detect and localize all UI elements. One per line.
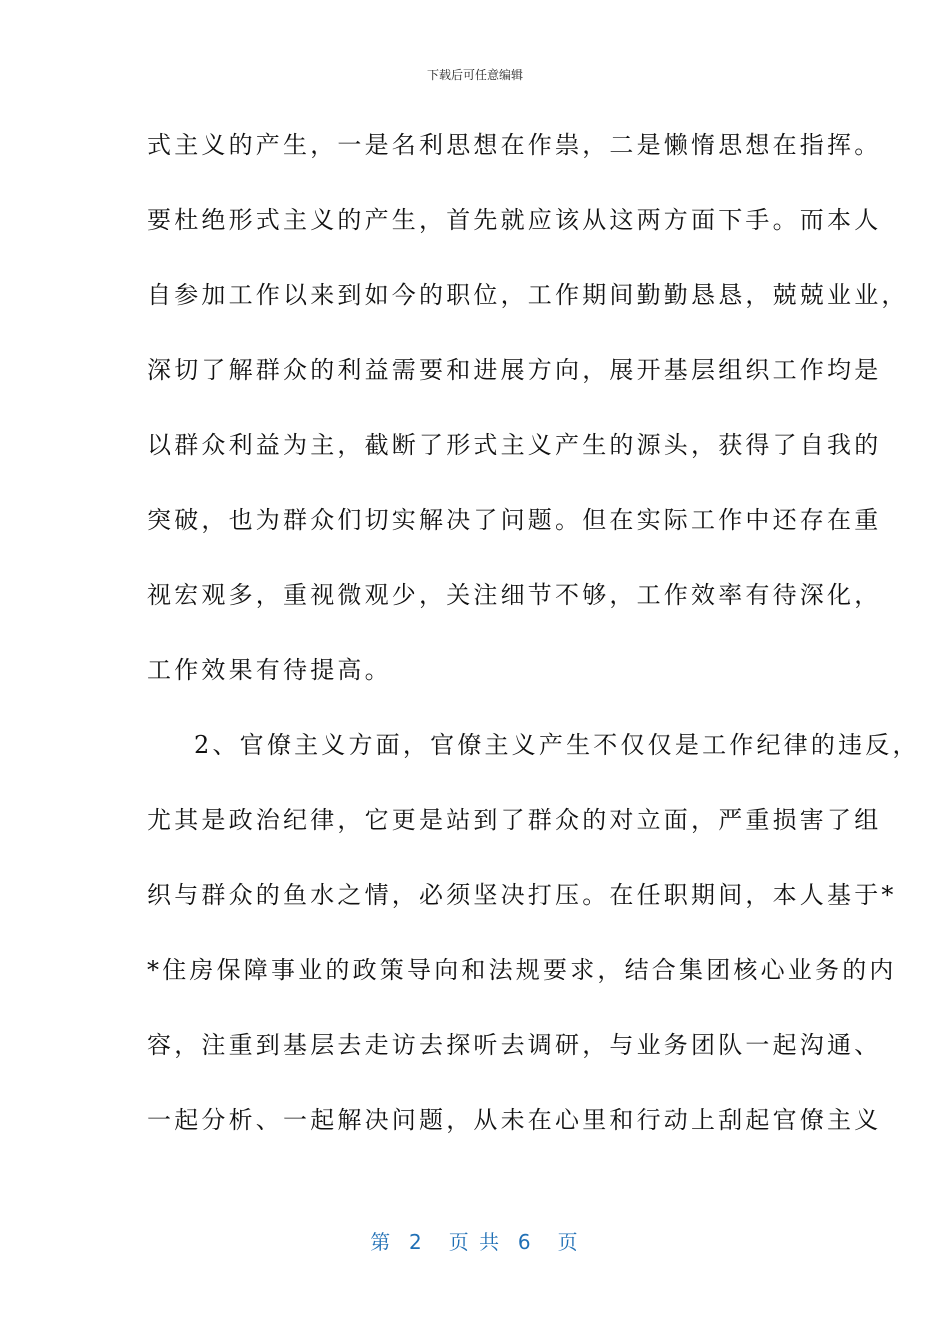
text-line: 尤其是政治纪律，它更是站到了群众的对立面，严重损害了组 xyxy=(147,806,882,834)
text-line: 以群众利益为主，截断了形式主义产生的源头，获得了自我的 xyxy=(147,431,882,459)
text-line: 工作效果有待提高。 xyxy=(147,656,392,684)
page-number: 第 2 页 共 6 页 xyxy=(370,1230,580,1254)
text-line: 视宏观多，重视微观少，关注细节不够，工作效率有待深化， xyxy=(147,581,882,609)
text-line: 织与群众的鱼水之情，必须坚决打压。在任职期间，本人基于* xyxy=(147,881,897,909)
header-note: 下载后可任意编辑 xyxy=(426,68,523,82)
text-line: 式主义的产生，一是名利思想在作祟，二是懒惰思想在指挥。 xyxy=(147,131,882,159)
text-line: *住房保障事业的政策导向和法规要求，结合集团核心业务的内 xyxy=(147,956,897,984)
text-line: 容，注重到基层去走访去探听去调研，与业务团队一起沟通、 xyxy=(147,1031,882,1059)
text-line: 深切了解群众的利益需要和进展方向，展开基层组织工作均是 xyxy=(147,356,882,384)
paragraph-start-line: 2、官僚主义方面，官僚主义产生不仅仅是工作纪律的违反， xyxy=(194,731,920,759)
text-line: 要杜绝形式主义的产生，首先就应该从这两方面下手。而本人 xyxy=(147,206,882,234)
text-line: 突破，也为群众们切实解决了问题。但在实际工作中还存在重 xyxy=(147,506,882,534)
text-line: 一起分析、一起解决问题，从未在心里和行动上刮起官僚主义 xyxy=(147,1106,882,1134)
text-line: 自参加工作以来到如今的职位，工作期间勤勤恳恳，兢兢业业， xyxy=(147,281,909,309)
